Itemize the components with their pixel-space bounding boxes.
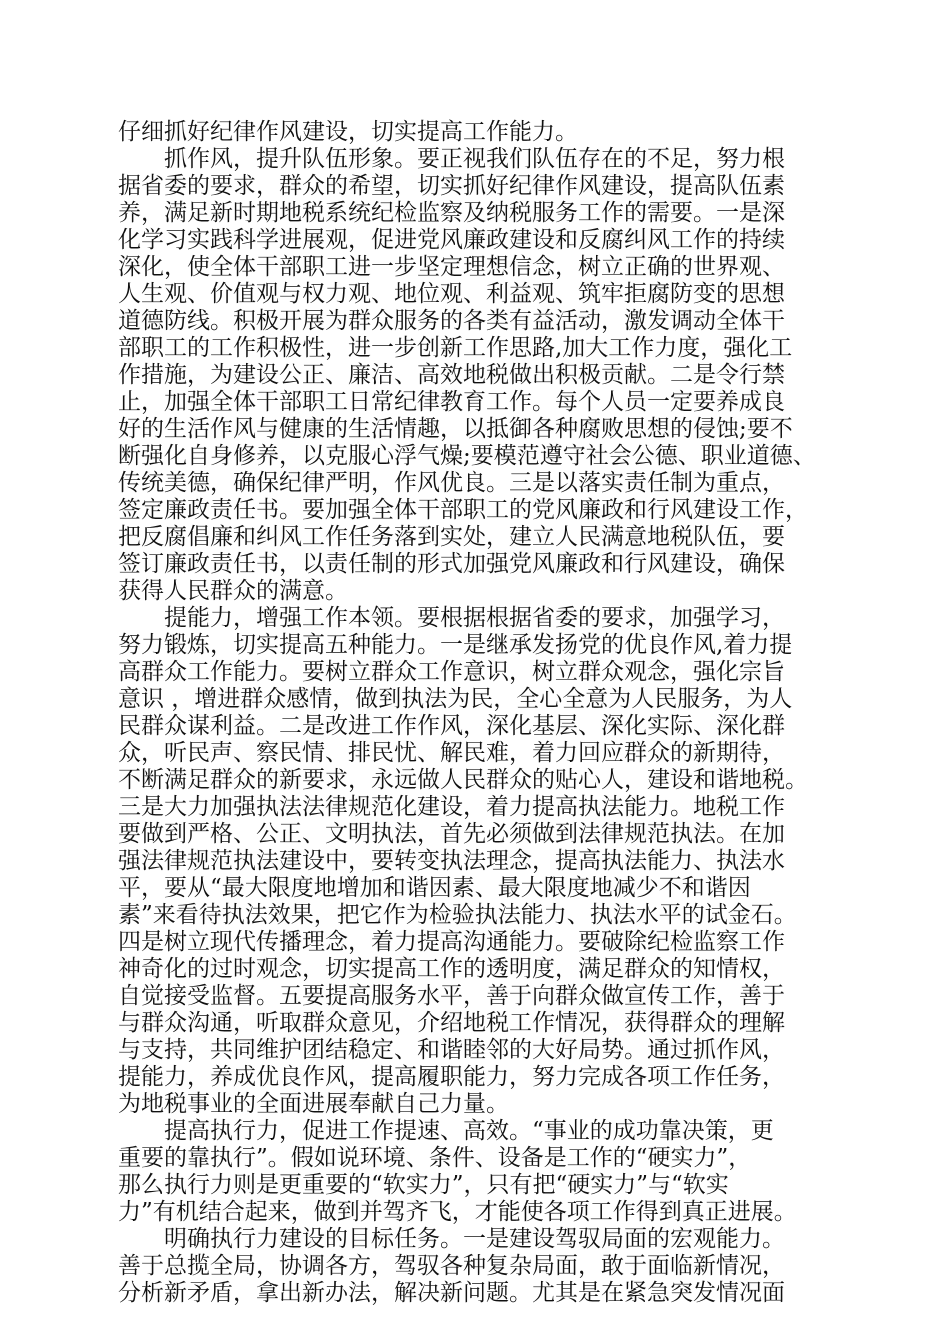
text-line: 化学习实践科学进展观，促进党风廉政建设和反腐纠风工作的持续 — [118, 227, 785, 253]
text-line: 高群众工作能力。要树立群众工作意识，树立群众观念，强化宗旨 — [118, 659, 785, 685]
text-line: 重要的靠执行”。假如说环境、条件、设备是工作的“硬实力”， — [118, 1145, 752, 1171]
text-line: 深化，使全体干部职工进一步坚定理想信念，树立正确的世界观、 — [118, 254, 785, 280]
text-line: 众，听民声、察民情、排民忧、解民难，着力回应群众的新期待， — [118, 740, 785, 766]
text-line: 神奇化的过时观念，切实提高工作的透明度，满足群众的知情权， — [118, 956, 785, 982]
text-line: 努力锻炼，切实提高五种能力。一是继承发扬党的优良作风,着力提 — [118, 632, 793, 658]
text-line: 人生观、价值观与权力观、地位观、利益观、筑牢拒腐防变的思想 — [118, 281, 785, 307]
text-line: 那么执行力则是更重要的“软实力”，只有把“硬实力”与“软实 — [118, 1172, 729, 1198]
text-line: 与群众沟通，听取群众意见，介绍地税工作情况，获得群众的理解 — [118, 1010, 785, 1036]
text-line: 提能力，增强工作本领。要根据根据省委的要求，加强学习， — [118, 605, 785, 631]
text-line: 四是树立现代传播理念，着力提高沟通能力。要破除纪检监察工作 — [118, 929, 785, 955]
text-line: 民群众谋利益。二是改进工作作风，深化基层、深化实际、深化群 — [118, 713, 785, 739]
text-line: 自觉接受监督。五要提高服务水平，善于向群众做宣传工作，善于 — [118, 983, 785, 1009]
text-line: 善于总揽全局，协调各方，驾驭各种复杂局面，敢于面临新情况， — [118, 1253, 785, 1279]
text-line: 止，加强全体干部职工日常纪律教育工作。每个人员一定要养成良 — [118, 389, 785, 415]
text-line: 把反腐倡廉和纠风工作任务落到实处，建立人民满意地税队伍，要 — [118, 524, 785, 550]
text-line: 与支持，共同维护团结稳定、和谐睦邻的大好局势。通过抓作风， — [118, 1037, 785, 1063]
text-line: 抓作风，提升队伍形象。要正视我们队伍存在的不足，努力根 — [118, 146, 785, 172]
text-line: 要做到严格、公正、文明执法，首先必须做到法律规范执法。在加 — [118, 821, 785, 847]
text-line: 提能力，养成优良作风，提高履职能力，努力完成各项工作任务， — [118, 1064, 785, 1090]
text-line: 传统美德，确保纪律严明，作风优良。三是以落实责任制为重点， — [118, 470, 785, 496]
text-line: 道德防线。积极开展为群众服务的各类有益活动，激发调动全体干 — [118, 308, 785, 334]
text-line: 平，要从“最大限度地增加和谐因素、最大限度地减少不和谐因 — [118, 875, 751, 901]
text-line: 提高执行力，促进工作提速、高效。“事业的成功靠决策，更 — [118, 1118, 774, 1144]
text-line: 三是大力加强执法法律规范化建设，着力提高执法能力。地税工作 — [118, 794, 785, 820]
text-line: 签定廉政责任书。要加强全体干部职工的党风廉政和行风建设工作， — [118, 497, 808, 523]
text-line: 签订廉政责任书，以责任制的形式加强党风廉政和行风建设，确保 — [118, 551, 785, 577]
text-line: 强法律规范执法建设中，要转变执法理念，提高执法能力、执法水 — [118, 848, 785, 874]
text-line: 明确执行力建设的目标任务。一是建设驾驭局面的宏观能力。 — [118, 1226, 785, 1252]
text-line: 据省委的要求，群众的希望，切实抓好纪律作风建设，提高队伍素 — [118, 173, 785, 199]
text-line: 为地税事业的全面进展奉献自己力量。 — [118, 1091, 509, 1117]
text-line: 部职工的工作积极性，进一步创新工作思路,加大工作力度，强化工 — [118, 335, 793, 361]
text-line: 好的生活作风与健康的生活情趣，以抵御各种腐败思想的侵蚀;要不 — [118, 416, 793, 442]
text-line: 养，满足新时期地税系统纪检监察及纳税服务工作的需要。一是深 — [118, 200, 785, 226]
text-line: 作措施，为建设公正、廉洁、高效地税做出积极贡献。二是令行禁 — [118, 362, 785, 388]
text-line: 仔细抓好纪律作风建设，切实提高工作能力。 — [118, 119, 578, 145]
text-line: 素”来看待执法效果，把它作为检验执法能力、执法水平的试金石。 — [118, 902, 797, 928]
text-line: 意识 ，增进群众感情，做到执法为民，全心全意为人民服务，为人 — [118, 686, 793, 712]
text-line: 分析新矛盾，拿出新办法，解决新问题。尤其是在紧急突发情况面 — [118, 1280, 785, 1306]
text-line: 不断满足群众的新要求，永远做人民群众的贴心人，建设和谐地税。 — [118, 767, 808, 793]
text-line: 力”有机结合起来，做到并驾齐飞，才能使各项工作得到真正进展。 — [118, 1199, 797, 1225]
text-line: 获得人民群众的满意。 — [118, 578, 348, 604]
text-line: 断强化自身修养，以克服心浮气燥;要模范遵守社会公德、职业道德、 — [118, 443, 816, 469]
